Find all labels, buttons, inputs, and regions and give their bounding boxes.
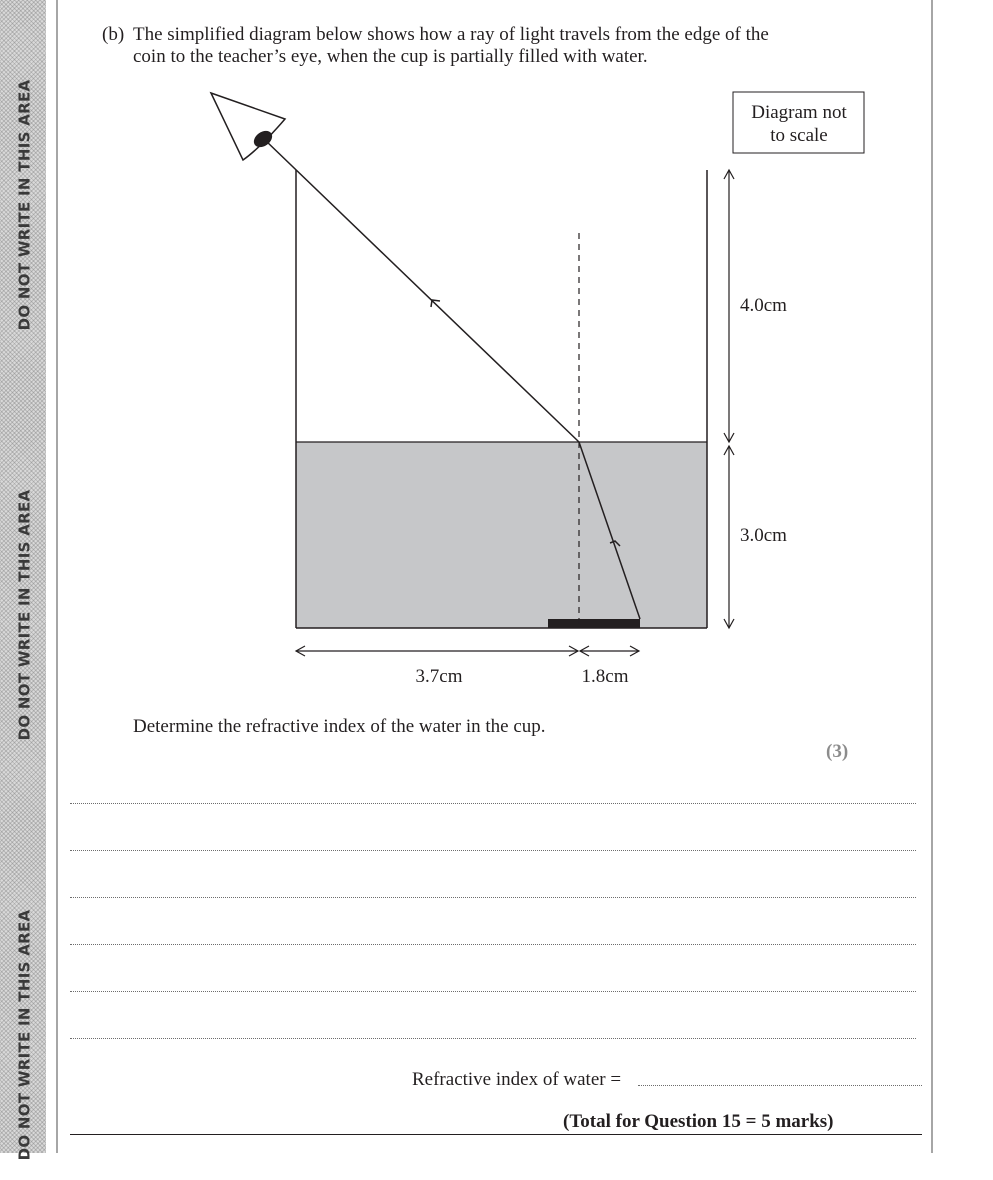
margin-warning-text: DO NOT WRITE IN THIS AREA — [15, 79, 34, 331]
answer-line[interactable] — [70, 897, 916, 898]
answer-field[interactable] — [638, 1085, 922, 1086]
bottom-rule — [70, 1134, 922, 1135]
left-distance-label: 3.7cm — [415, 666, 463, 687]
answer-line[interactable] — [70, 944, 916, 945]
question-line-2: coin to the teacher’s eye, when the cup is partially filled with water. — [133, 46, 648, 67]
margin-warning-text: DO NOT WRITE IN THIS AREA — [15, 909, 34, 1161]
dimension-right-distance — [580, 646, 639, 656]
dimension-air-height — [724, 170, 734, 442]
margin-warning-text: DO NOT WRITE IN THIS AREA — [15, 489, 34, 741]
answer-line[interactable] — [70, 850, 916, 851]
note-line-1: Diagram not — [751, 102, 847, 123]
answer-line[interactable] — [70, 803, 916, 804]
eye-icon — [211, 93, 285, 160]
question-total: (Total for Question 15 = 5 marks) — [563, 1111, 834, 1132]
dimension-left-distance — [296, 646, 578, 656]
question-prompt: Determine the refractive index of the water in the cup. — [133, 716, 546, 737]
dimension-water-depth — [724, 446, 734, 628]
ray-in-air — [265, 140, 579, 442]
water-region — [296, 442, 707, 628]
marks-badge: (3) — [826, 741, 849, 762]
water-depth-label: 3.0cm — [740, 525, 787, 546]
air-height-label: 4.0cm — [740, 295, 787, 316]
coin — [548, 619, 640, 628]
answer-line[interactable] — [70, 991, 916, 992]
question-label: (b) — [102, 24, 125, 45]
note-line-2: to scale — [770, 125, 828, 146]
right-distance-label: 1.8cm — [581, 666, 629, 687]
answer-line[interactable] — [70, 1038, 916, 1039]
answer-label: Refractive index of water = — [412, 1069, 622, 1090]
question-line-1: The simplified diagram below shows how a ray of light travels from the edge of the — [133, 24, 769, 45]
